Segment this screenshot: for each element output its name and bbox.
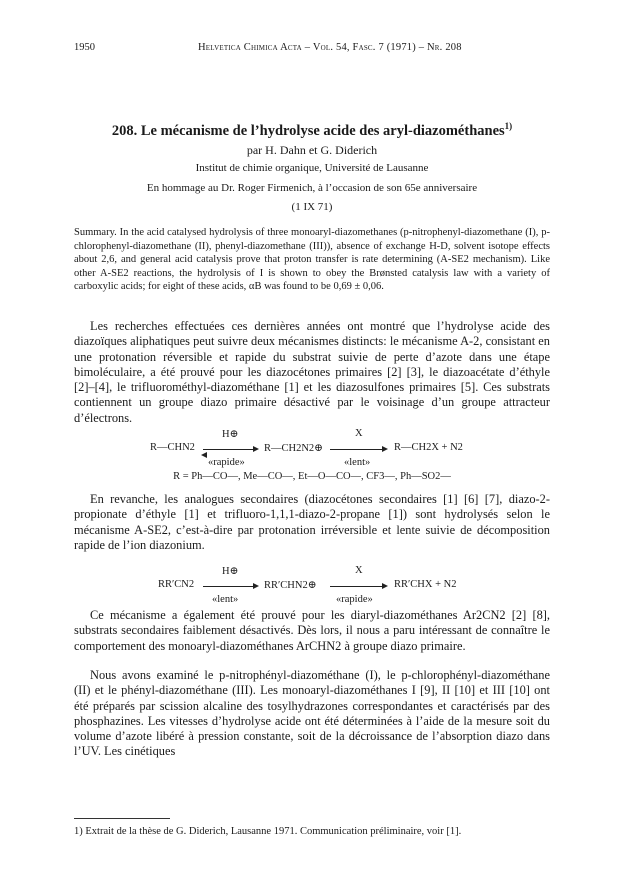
footnote-rule	[74, 818, 170, 819]
journal-running-head: Helvetica Chimica Acta – Vol. 54, Fasc. 7 (1971) – Nr. 208	[198, 42, 462, 53]
scheme2-forward-arrow-1	[203, 586, 257, 587]
affiliation: Institut de chimie organique, Université de Lausanne	[195, 162, 429, 174]
scheme1-nucleophile: X	[355, 428, 363, 439]
article-title	[0, 121, 624, 140]
scheme2-reactant: RR′CN2	[158, 579, 195, 590]
scheme1-equilibrium-arrow	[203, 449, 257, 450]
dedication: En hommage au Dr. Roger Firmenich, à l’occasion de son 65e anniversaire	[146, 182, 478, 194]
scheme1-intermediate: R—CH2N2⊕	[264, 443, 323, 454]
scheme1-reactant: R—CHN2	[150, 442, 195, 453]
received-date: (1 IX 71)	[291, 201, 333, 213]
paragraph-3: Ce mécanisme a également été prouvé pour les diaryl-diazométhanes Ar2CN2 [2] [8], substrats secondaires faiblement désactivés. Dès lors, il nous a paru intéressant de connaître le comportement des monoaryl-diazométhanes ArCHN2 à groupe diazo primaire.	[74, 608, 550, 653]
paragraph-1: Les recherches effectuées ces dernières années ont montré que l’hydrolyse acide des diazoïques aliphatiques peut suivre deux mécanismes distincts: le mécanisme A-2, consistant en une protonation réversible et rapide du substrat suivie de perte d’azote dans une étape bimoléculaire, a été prouvé pour les diazocétones primaires [2] [3], le diazoacétate d’éthyle [2]–[4], le trifluorométhyl-diazométhane [1] et les diazosulfones primaires [5]. Ces substrats contiennent un groupe diazo primaire désactivé par le voisinage d’un groupe attracteur d’électrons.	[74, 319, 550, 425]
paragraph-4: Nous avons examiné le p-nitrophényl-diazométhane (I), le p-chlorophényl-diazométhane (II) et le phényl-diazométhane (III). Les monoaryl-diazométhanes I [9], II [10] et III [10] ont été préparés par scission alcaline des tosylhydrazones correspondantes et caractérisés par des phosphazines. Les vitesses d’hydrolyse acide ont été déterminées à l’aide de la mesure soit du volume d’azote libéré à pression constante, soit de la décroissance de l’absorption diazo dans l’UV. Les cinétiques	[74, 668, 550, 759]
scheme2-reagent: H⊕	[222, 566, 239, 577]
scheme2-step2-label: «rapide»	[336, 594, 373, 605]
scheme1-reagent: H⊕	[222, 429, 239, 440]
scheme2-step1-label: «lent»	[212, 594, 239, 605]
scheme2-intermediate: RR′CHN2⊕	[264, 580, 317, 591]
summary: Summary. In the acid catalysed hydrolysis of three monoaryl-diazomethanes (p-nitrophenyl-diazomethane (I), p-chlorophenyl-diazomethane (II), phenyl-diazomethane (III)), absence of exchange H-D, solvent isotope effects about 2,6, and general acid catalysis prove that proton transfer is rate determining (A-SE2 mechanism). Like other A-SE2 reactions, the hydrolysis of I is shown to obey the Brønsted catalysis law with a variety of carboxylic acids; for eight of these acids, αB was found to be 0,69 ± 0,06.	[74, 227, 550, 293]
scheme1-forward-arrow	[330, 449, 386, 450]
scheme1-step2-label: «lent»	[344, 457, 371, 468]
paragraph-2: En revanche, les analogues secondaires (diazocétones secondaires [1] [6] [7], diazo-2-propionate d’éthyle [1] et trifluoro-1,1,1-diazo-2-propane [1]) sont hydrolysés selon le mécanisme A-SE2, c’est-à-dire par protonation irréversible et lente suivie de décomposition rapide de l’ion diazonium.	[74, 492, 550, 552]
scheme2-forward-arrow-2	[330, 586, 386, 587]
scheme1-product: R—CH2X + N2	[394, 442, 463, 453]
page-number: 1950	[74, 42, 95, 53]
title-footnote-mark: 1)	[504, 121, 513, 131]
footnote: 1) Extrait de la thèse de G. Diderich, Lausanne 1971. Communication préliminaire, voir [1].	[74, 826, 462, 837]
authors: par H. Dahn et G. Diderich	[246, 143, 378, 157]
reaction-scheme-2	[0, 565, 624, 613]
title-text: 208. Le mécanisme de l’hydrolyse acide des aryl-diazométhanes	[111, 122, 505, 139]
reaction-scheme-1	[0, 428, 624, 476]
scheme2-nucleophile: X	[355, 565, 363, 576]
scheme1-step1-label: «rapide»	[208, 457, 245, 468]
running-header	[74, 42, 550, 56]
r-group-definition: R = Ph—CO—, Me—CO—, Et—O—CO—, CF3—, Ph—SO2—	[173, 471, 451, 482]
scheme2-product: RR′CHX + N2	[394, 579, 457, 590]
